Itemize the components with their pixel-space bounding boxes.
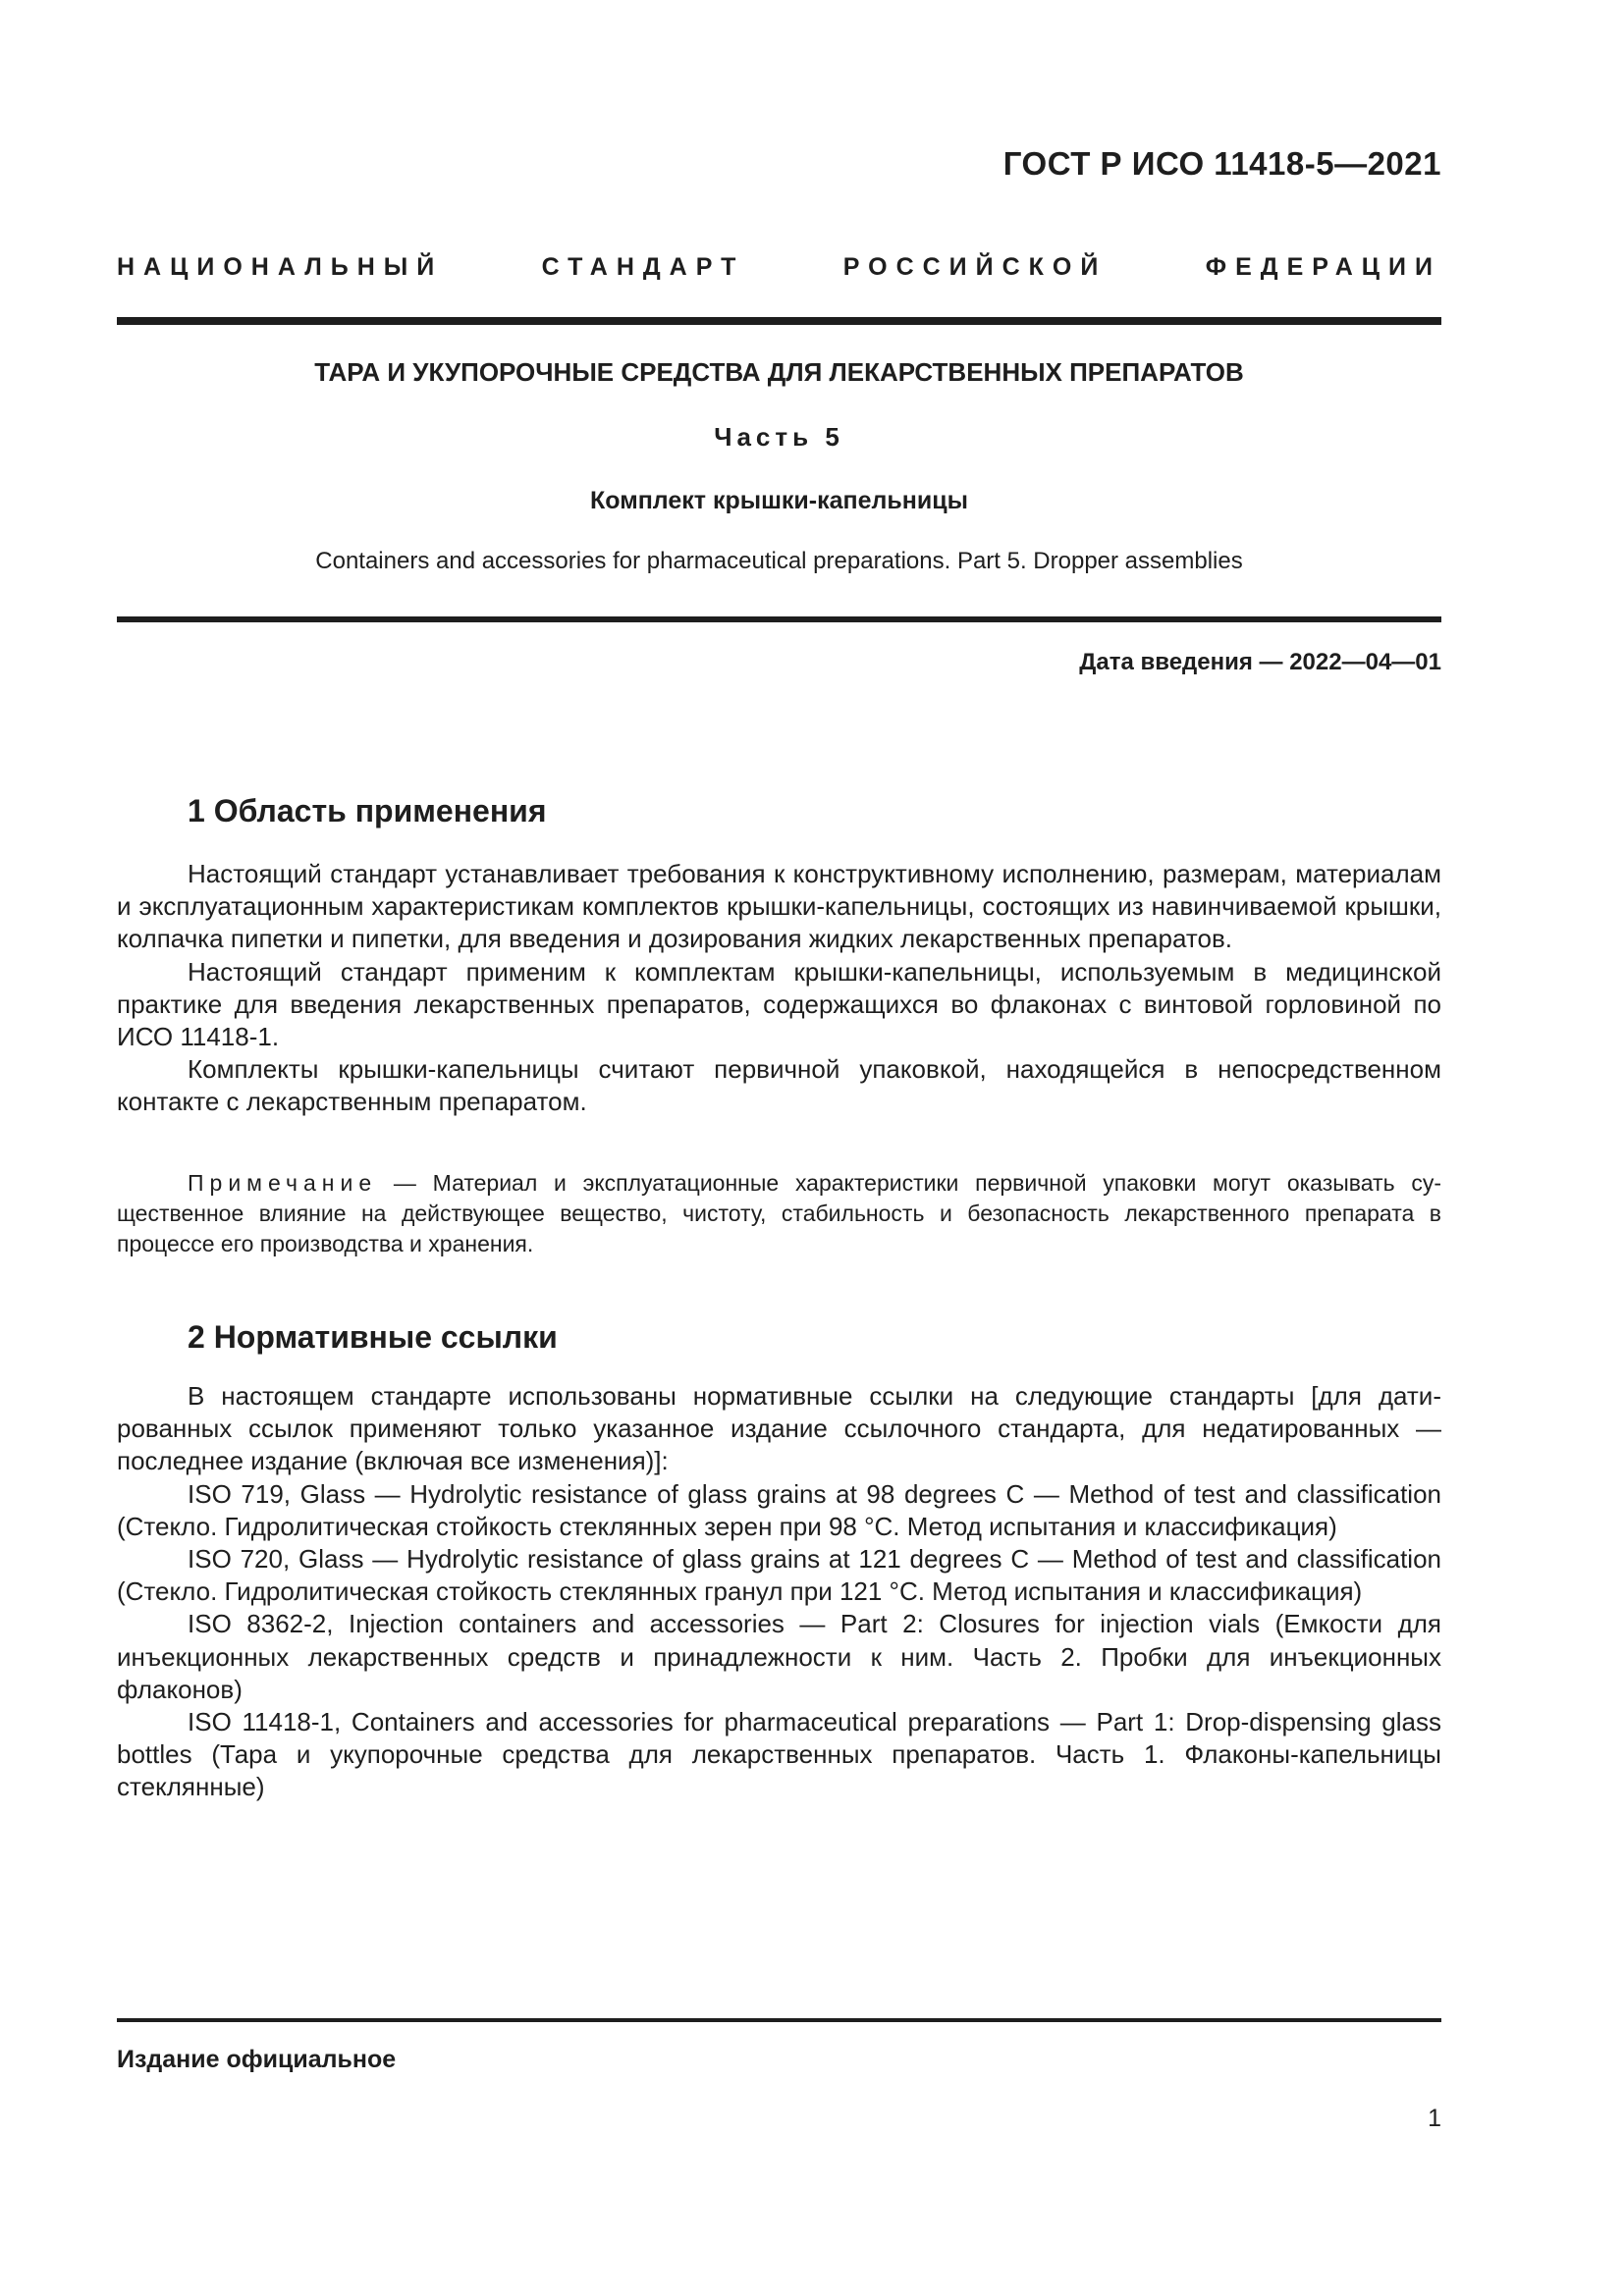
section-1-paragraph: Настоящий стандарт применим к комплектам крышки-капельницы, используемым в медицинской практике для введения лекарственных препаратов, содержащихся во флаконах с винтовой горловиной по ИСО 11418-1. — [117, 956, 1441, 1052]
official-edition-label: Издание официальное — [117, 2046, 397, 2073]
title-divider — [117, 616, 1441, 622]
section-1-paragraph: Комплекты крышки-капельницы считают первичной упаковкой, находящейся в непосредственном контакте с лекарственным препаратом. — [117, 1054, 1441, 1117]
section-1-paragraph: Настоящий стандарт устанавливает требования к конструктивному исполнению, размерам, материалам и эксплуатационным характеристикам комплектов крышки-капельницы, состоящих из навинчиваемой крышки, колпачка пипетки и пипетки, для введения и дозирования жидких лекарственных препаратов. — [117, 859, 1441, 954]
introduction-date: Дата введения — 2022—04—01 — [1079, 649, 1441, 675]
english-title: Containers and accessories for pharmaceutical preparations. Part 5. Dropper assemblies — [315, 548, 1243, 574]
top-divider — [117, 317, 1441, 325]
document-part: Часть 5 — [714, 422, 844, 452]
section-2-heading: 2 Нормативные ссылки — [188, 1319, 558, 1355]
reference-item: ISO 11418-1, Containers and accessories for pharmaceutical preparations — Part 1: Drop-dispensing glass bottles (Тара и укупорочные средства для лекарственных препаратов. Часть 1. Флаконы-капельницы стеклянные) — [117, 1707, 1441, 1802]
page-number: 1 — [1428, 2105, 1441, 2132]
reference-item: ISO 8362-2, Injection containers and accessories — Part 2: Closures for injection vials (Емкости для инъекционных лекарственных средств и принадлежности к ним. Часть 2. Пробки для инъекционных флаконов) — [117, 1609, 1441, 1704]
footer-divider — [117, 2018, 1441, 2022]
note-text: — Материал и эксплуатационные характеристики первичной упаковки могут оказывать существенное влияние на действующее вещество, чистоту, стабильность и безопасность лекарственного препарата в процессе его производства и хранения. — [117, 1170, 1441, 1256]
section-1-note — [117, 1168, 1441, 1259]
section-1-heading: 1 Область применения — [188, 793, 547, 828]
note-label: Примечание — [188, 1170, 378, 1196]
national-standard-banner: НАЦИОНАЛЬНЫЙ СТАНДАРТ РОССИЙСКОЙ ФЕДЕРАЦИИ — [117, 253, 1441, 281]
document-title: ТАРА И УКУПОРОЧНЫЕ СРЕДСТВА ДЛЯ ЛЕКАРСТВЕННЫХ ПРЕПАРАТОВ — [314, 357, 1244, 387]
section-2-paragraph: В настоящем стандарте использованы нормативные ссылки на следующие стандарты [для датированных ссылок применяют только указанное издание ссылочного стандарта, для недатированных — последнее издание (включая все изменения)]: — [117, 1381, 1441, 1476]
document-code: ГОСТ Р ИСО 11418-5—2021 — [1002, 145, 1441, 182]
note-paragraph — [117, 1168, 1441, 1259]
document-subtitle: Комплект крышки-капельницы — [590, 487, 968, 514]
section-1-body — [117, 858, 1441, 1119]
reference-item: ISO 720, Glass — Hydrolytic resistance of glass grains at 121 degrees C — Method of test and classification (Стекло. Гидролитическая стойкость стеклянных гранул при 121 °С. Метод испытания и классификация) — [117, 1544, 1441, 1607]
reference-item: ISO 719, Glass — Hydrolytic resistance of glass grains at 98 degrees C — Method of test and classification (Стекло. Гидролитическая стойкость стеклянных зерен при 98 °С. Метод испытания и классификация) — [117, 1478, 1441, 1541]
section-2-body — [117, 1380, 1441, 1804]
